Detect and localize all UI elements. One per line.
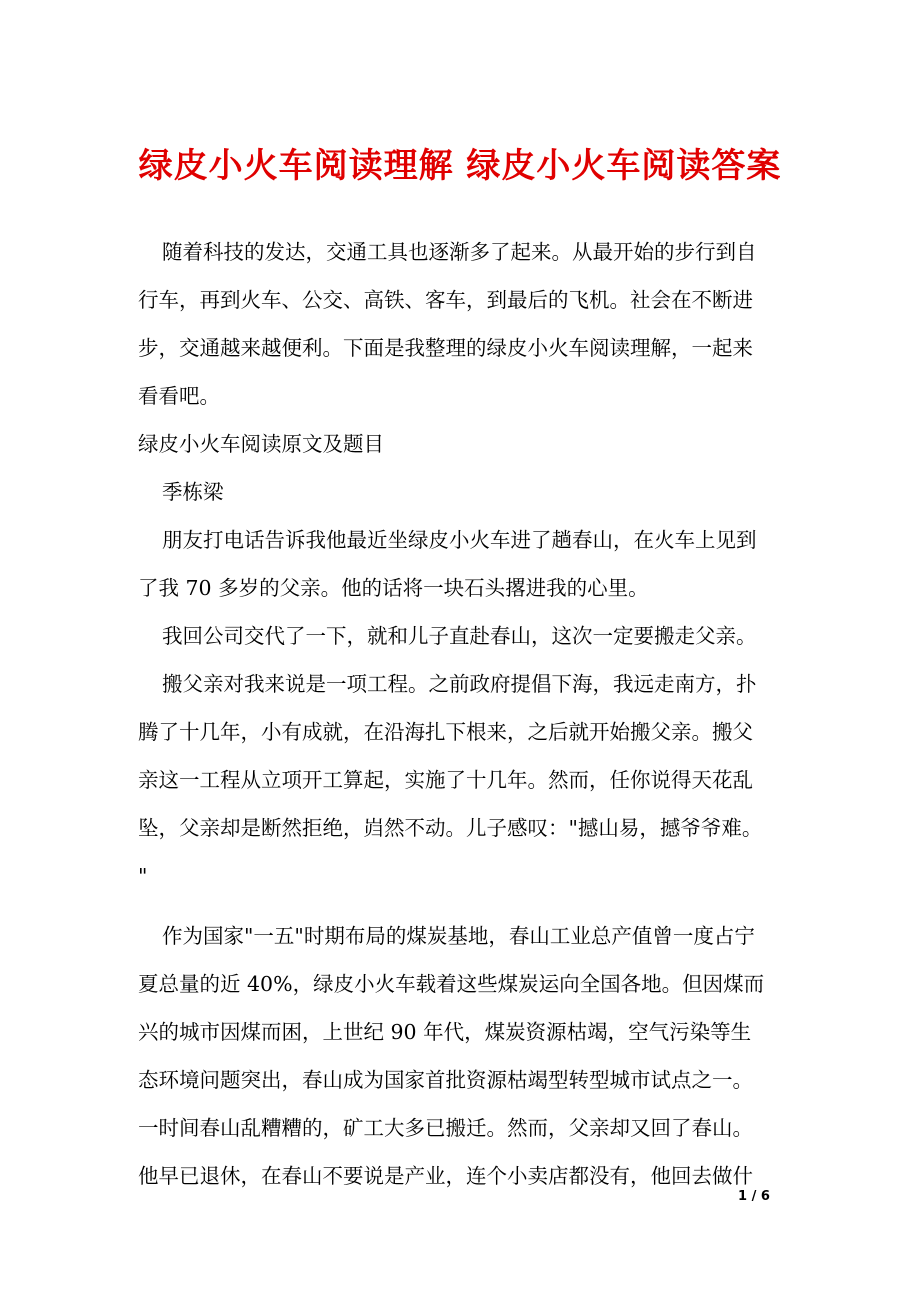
paragraph-line: 一时间春山乱糟糟的，矿工大多已搬迁。然而，父亲却又回了春山。 — [138, 1116, 753, 1140]
author-name: 季栋梁 — [162, 480, 224, 504]
paragraph-line: 坠，父亲却是断然拒绝，岿然不动。儿子感叹："撼山易，撼爷爷难。 — [138, 816, 763, 840]
section-heading: 绿皮小火车阅读原文及题目 — [138, 432, 384, 456]
document-body — [138, 228, 788, 1200]
paragraph-line: 我回公司交代了一下，就和儿子直赴春山，这次一定要搬走父亲。 — [162, 624, 757, 648]
paragraph-line: 随着科技的发达，交通工具也逐渐多了起来。从最开始的步行到自 — [162, 240, 757, 264]
paragraph-line: 了我 70 多岁的父亲。他的话将一块石头撂进我的心里。 — [138, 576, 649, 600]
paragraph-line: 腾了十几年，小有成就，在沿海扎下根来，之后就开始搬父亲。搬父 — [138, 720, 753, 744]
paragraph-line: 夏总量的近 40%，绿皮小火车载着这些煤炭运向全国各地。但因煤而 — [138, 972, 765, 996]
paragraph-line: 他早已退休，在春山不要说是产业，连个小卖店都没有，他回去做什 — [138, 1164, 753, 1188]
paragraph-line: 态环境问题突出，春山成为国家首批资源枯竭型转型城市试点之一。 — [138, 1068, 753, 1092]
paragraph-line: 行车，再到火车、公交、高铁、客车，到最后的飞机。社会在不断进 — [138, 288, 753, 312]
paragraph-line: 朋友打电话告诉我他最近坐绿皮小火车进了趟春山，在火车上见到 — [162, 528, 757, 552]
paragraph-line: 作为国家"一五"时期布局的煤炭基地，春山工业总产值曾一度占宁 — [162, 924, 755, 948]
page-number: 1 / 6 — [738, 1189, 770, 1204]
paragraph-line: 搬父亲对我来说是一项工程。之前政府提倡下海，我远走南方，扑 — [162, 672, 757, 696]
paragraph-line: 亲这一工程从立项开工算起，实施了十几年。然而，任你说得天花乱 — [138, 768, 753, 792]
paragraph-line: 兴的城市因煤而困，上世纪 90 年代，煤炭资源枯竭，空气污染等生 — [138, 1020, 752, 1044]
paragraph-line: " — [138, 864, 148, 888]
document-title: 绿皮小火车阅读理解 绿皮小火车阅读答案 — [138, 146, 782, 186]
paragraph-line: 看看吧。 — [138, 384, 220, 408]
paragraph-line: 步，交通越来越便利。下面是我整理的绿皮小火车阅读理解，一起来 — [138, 336, 753, 360]
